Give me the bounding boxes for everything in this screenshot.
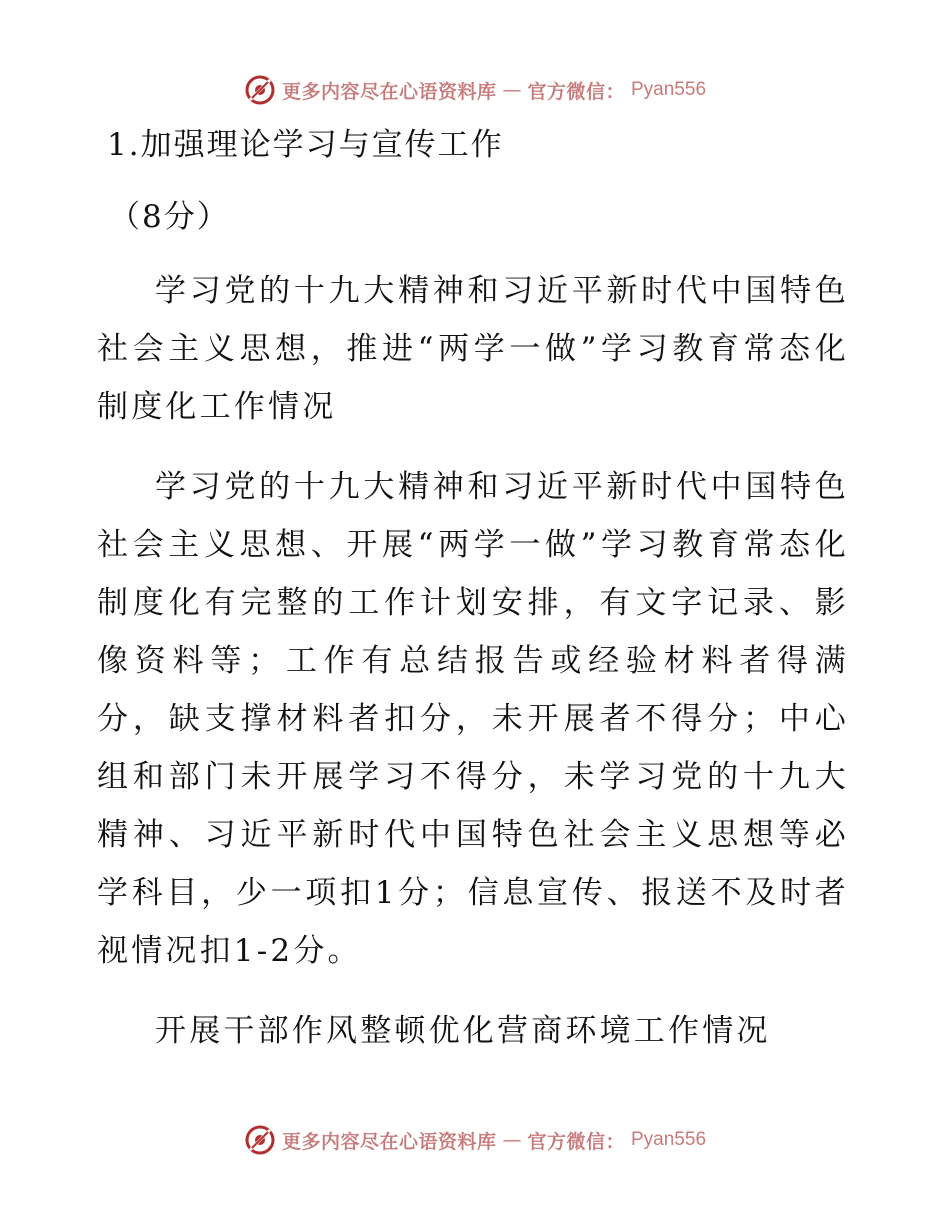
document-body [97,120,849,1060]
paragraph-criteria: 学习党的十九大精神和习近平新时代中国特色社会主义思想、开展“两学一做”学习教育常态化制度化有完整的工作计划安排，有文字记录、影像资料等；工作有总结报告或经验材料者得满分，缺支撑材料者扣分，未开展者不得分；中心组和部门未开展学习不得分，未学习党的十九大精神、习近平新时代中国特色社会主义思想等必学科目，少一项扣1分；信息宣传、报送不及时者视情况扣1-2分。 [97,469,849,969]
watermark-separator: — [502,1129,522,1151]
section-heading: 1.加强理论学习与宣传工作 [107,127,504,163]
paragraph-next-topic: 开展干部作风整顿优化营商环境工作情况 [155,1013,771,1049]
watermark-header [0,70,950,110]
watermark-brand-text: 更多内容尽在心语资料库 [281,80,497,103]
watermark-official-label: 官方微信： [527,1130,625,1153]
paragraph-topic: 学习党的十九大精神和习近平新时代中国特色社会主义思想，推进“两学一做”学习教育常态化制度化工作情况 [97,273,849,425]
brand-logo-icon [244,1124,276,1156]
watermark-brand-text: 更多内容尽在心语资料库 [281,1130,497,1153]
watermark-account: Pyan556 [631,79,707,100]
watermark-account: Pyan556 [631,1129,707,1150]
watermark-footer [0,1120,950,1160]
brand-logo-icon [244,74,276,106]
watermark-official-label: 官方微信： [527,80,625,103]
watermark-separator: — [502,79,522,101]
section-score: （8分） [109,199,230,235]
